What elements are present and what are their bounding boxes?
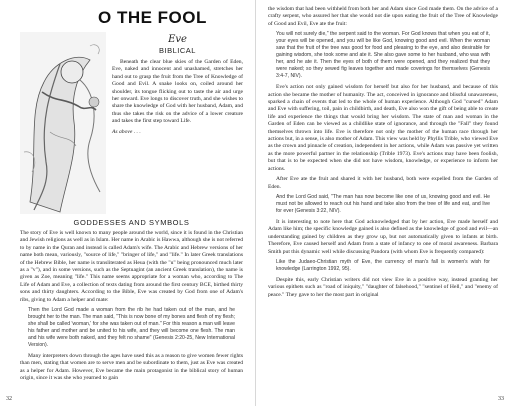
page-number-left: 32 xyxy=(6,396,12,402)
right-paragraph-3: After Eve ate the fruit and shared it with her husband, both were expelled from the Garden of Eden. xyxy=(268,176,498,190)
goddess-name: Eve xyxy=(168,34,187,45)
intro-paragraph: Beneath the clear blue skies of the Garden of Eden, Eve, naked and innocent and unashamed, stretches her hand out to grasp the fruit from the Tree of Knowledge of Good and Evil. A snake looks on, coiled around her shoulder, its tongue flicking out to taste the air and urge her onward. Eve longs to discover truth, and she wishes to share the knowledge of God with her husband, Adam, and thus she takes the risk on the advice of a lower creature and takes the first step toward Life. xyxy=(112,59,243,125)
intro-column xyxy=(106,32,243,214)
figure-row xyxy=(20,32,243,214)
chapter-title: O THE FOOL xyxy=(98,8,207,27)
block-quote-larrington: Like the Judaeo-Christian myth of Eve, the currency of man's fall is women's wish for knowledge (Larrington 1992, 95). xyxy=(276,258,490,272)
body-paragraph-2: Many interpreters down through the ages have used this as a reason to give women fewer rights than men, stating that women are to serve men and be subordinate to them, just as Eve was created as a helper for Adam. However, Eve became the main protagonist in the biblical story of human origin, since it was she who yearned to gain xyxy=(20,353,243,382)
page-number-right: 33 xyxy=(498,396,504,402)
block-quote-genesis-3-4: You will not surely die," the serpent said to the woman. For God knows that when you eat of it, your eyes will be opened, and you will be like God, knowing good and evil. When the woman saw that the fruit of the tree was good for food and pleasing to the eye, and also desirable for gaining wisdom, she took some and ate it. She also gave some to her husband, who was with her, and he ate it. Then the eyes of both of them were opened, and they realized that they were naked; so they sewed fig leaves together and made coverings for themselves (Genesis 3:4-7, NIV). xyxy=(276,31,490,80)
right-page xyxy=(256,0,512,406)
eve-illustration-icon xyxy=(20,32,106,214)
as-above-text: As above . . . xyxy=(112,128,141,135)
section-heading: GODDESSES AND SYMBOLS xyxy=(73,218,190,227)
block-quote-genesis-2: Then the Lord God made a woman from the rib he had taken out of the man, and he brought her to the man. The man said, "This is now bone of my bones and flesh of my flesh; she shall be called 'woman,' for she was taken out of man." For this reason a man will leave his father and mother and be united to his wife, and they will become one flesh. The man and his wife were both naked, and they felt no shame" (Genesis 2:20-25, New International Version). xyxy=(28,307,235,349)
block-quote-genesis-3-22: And the Lord God said, "The man has now become like one of us, knowing good and evil. He must not be allowed to reach out his hand and take also from the tree of life and eat, and live for ever (Genesis 3:22, NIV). xyxy=(276,193,490,214)
right-paragraph-1: the wisdom that had been withheld from both her and Adam since God made them. On the advice of a crafty serpent, who assured her that she would not die upon eating the fruit of the Tree of Knowledge of Good and Evil, Eve ate the fruit: xyxy=(268,6,498,27)
goddess-origin: BIBLICAL xyxy=(159,46,196,55)
right-paragraph-4: It is interesting to note here that God acknowledged that by her action, Eve made herself and Adam like him; the specific knowledge gained is also defined as the knowledge of good and evil—an understanding gained by children as they grow up, but not automatically given to infants at birth. Therefore, Eve caused herself and Adam from a state of infancy to one of moral awareness. Barbara Smith put this dynamic well while discussing Pandora (with whom Eve is frequently compared): xyxy=(268,218,498,255)
right-paragraph-2: Eve's action not only gained wisdom for herself but also for her husband, and because of this action she became the mother of humanity. The act, conceived in ignorance and blissful unawareness, sparked a chain of events that led to the whole of human experience. Although God "cursed" Adam and Eve with suffering, toil, pain in childbirth, and death, Eve also won the gift of being able to create life and experience the things that would bring her wisdom. The state of man and woman in the Garden of Eden can be viewed as a childlike state of ignorance, and through the "Fall" they found themselves thrown into life. Eve is therefore not only the mother of the human race through her actions but, in a sense, is also mother of Adam. This view was held by Phyllis Trible, who viewed Eve as the crown and pinnacle of creation, independent in her actions, while Adam was passive yet written as the more powerful partner in the relationship (Trible 1973). Eve's actions may have been foolish, but that is to be expected when she did not have wisdom, knowledge, or experience to inform her actions. xyxy=(268,84,498,172)
eve-illustration xyxy=(20,32,106,214)
right-paragraph-5: Despite this, early Christian writers did not view Eve in a positive way, instead granting her various epithets such as "road of iniquity," "daughter of falsehood," "sentinel of Hell," and "enemy of peace." They gave to her the most part in original xyxy=(268,276,498,298)
body-paragraph-1: The story of Eve is well known to many people around the world, since it is found in the Christian and Jewish religions as well as in Islam. Her name in Arabic is Hawwa, although she is not referred to by name in the Quran and instead is called Adam's wife. The Arabic and Hebrew versions of her name both mean, variously, "source of life," "bringer of life," and "life." In later Greek translations of the Hebrew Bible, her name is transliterated as Heua (with the "u" being pronounced much later as a "v"), and in some versions, such as the Septuagint (an ancient Greek translation), the name is given as Zoe, meaning "life." This name seems appropriate for a woman who, according to The Life of Adam and Eve, a collection of texts dating from around the first century BCE, birthed thirty sons and thirty daughters. According to the Bible, Eve was created by God from one of Adam's ribs, giving to Adam a helper and mate: xyxy=(20,230,243,303)
